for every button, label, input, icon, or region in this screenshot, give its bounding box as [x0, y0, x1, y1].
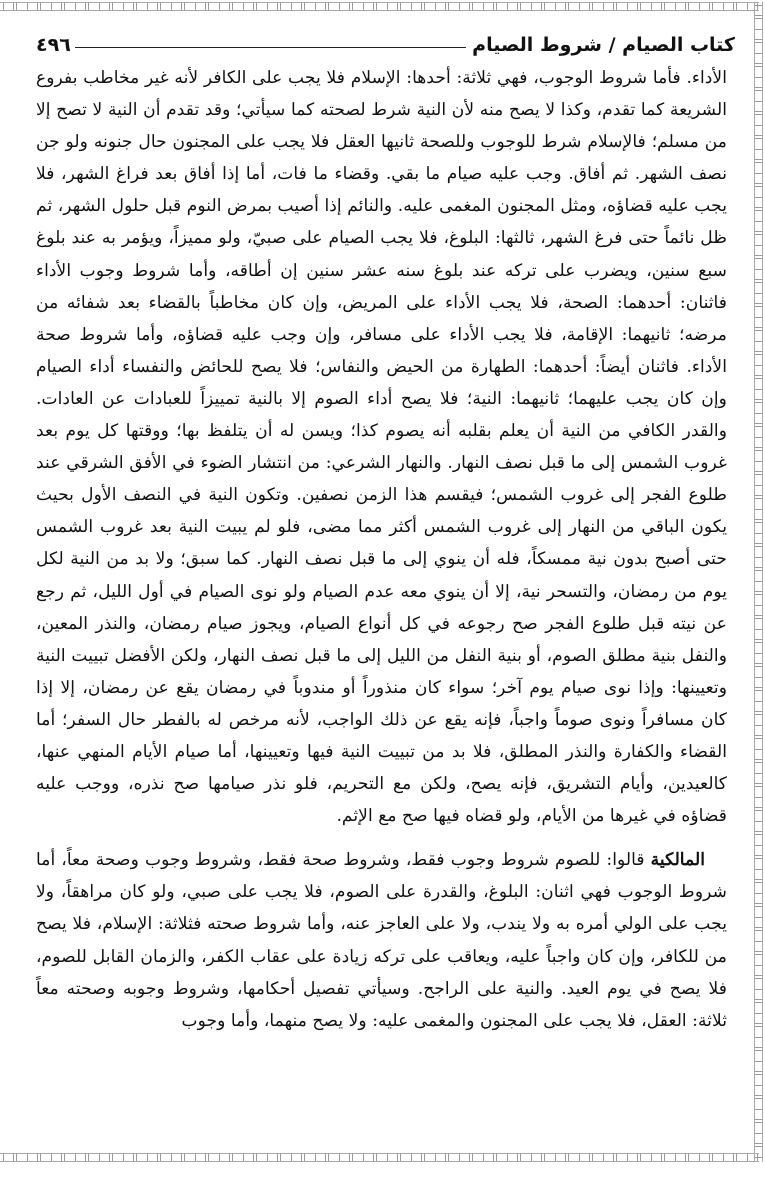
decorative-border-right [754, 2, 763, 1162]
paragraph-maliki [36, 844, 727, 1037]
running-title: كتاب الصيام / شروط الصيام [472, 34, 735, 56]
decorative-border-top [0, 2, 759, 11]
running-header [36, 22, 735, 56]
madhhab-label: المالكية [650, 850, 705, 871]
paragraph-hanafi-continued: الأداء. فأما شروط الوجوب، فهي ثلاثة: أحدها: الإسلام فلا يجب على الكافر لأنه غير مخاطب بفروع الشريعة كما تقدم، وكذا لا يصح منه لأن النية شرط لصحته كما سيأتي؛ وقد تقدم أن النية لا تصح إلا من مسلم؛ فالإسلام شرط للوجوب وللصحة ثانيها العقل فلا يجب على المجنون حال جنونه ولو جن نصف الشهر. ثم أفاق. وجب عليه صيام ما بقي. وقضاء ما فات، أما إذا أفاق بعد فراغ الشهر، فلا يجب عليه قضاؤه، ومثل المجنون المغمى عليه. والنائم إذا أصيب بمرض النوم قبل حلول الشهر، ثم ظل نائماً حتى فرغ الشهر، ثالثها: البلوغ، فلا يجب الصيام على صبيّ، ولو مميزاً، ويؤمر به عند بلوغ سبع سنين، ويضرب على تركه عند بلوغ سنه عشر سنين إن أطاقه، وأما شروط وجوب الأداء فاثنان: أحدهما: الصحة، فلا يجب الأداء على المريض، وإن كان مخاطباً بالقضاء بعد شفائه من مرضه؛ ثانيهما: الإقامة، فلا يجب الأداء على مسافر، وإن وجب عليه قضاؤه، وأما شروط صحة الأداء. فاثنان أيضاً: أحدهما: الطهارة من الحيض والنفاس؛ فلا يصح للحائض والنفساء أداء الصيام وإن كان يجب عليهما؛ ثانيهما: النية؛ فلا يصح أداء الصوم إلا بالنية تمييزاً للعبادات عن العادات. والقدر الكافي من النية أن يعلم بقلبه أنه يصوم كذا؛ ويسن له أن يتلفظ بها؛ ووقتها كل يوم بعد غروب الشمس إلى ما قبل نصف النهار. والنهار الشرعي: من انتشار الضوء في الأفق الشرقي عند طلوع الفجر إلى غروب الشمس؛ فيقسم هذا الزمن نصفين. وتكون النية في النصف الأول بحيث يكون الباقي من النهار إلى غروب الشمس أكثر مما مضى، فلو لم يبيت النية بعد غروب الشمس حتى أصبح بدون نية ممسكاً، فله أن ينوي إلى ما قبل نصف النهار. كما سبق؛ ولا بد من النية لكل يوم من رمضان، والتسحر نية، إلا أن ينوي معه عدم الصيام ولو نوى الصيام في أول الليل، ثم رجع عن نيته قبل طلوع الفجر صح رجوعه في كل أنواع الصيام، ويجوز صيام رمضان، والنذر المعين، والنفل بنية مطلق الصوم، أو بنية النفل من الليل إلى ما قبل نصف النهار، ولكن الأفضل تبييت النية وتعيينها: وإذا نوى صيام يوم آخر؛ سواء كان منذوراً أو مندوباً في رمضان يقع عن رمضان، إلا إذا كان مسافراً ونوى صوماً واجباً، فإنه يقع عن ذلك الواجب، لأنه مرخص له بالفطر حال السفر؛ أما القضاء والكفارة والنذر المطلق، فلا بد من تبييت النية فيها وتعيينها، أما صيام الأيام المنهي عنها، كالعيدين، وأيام التشريق، فإنه يصح، ولكن مع التحريم، فلو نذر صيامها صح نذره، ووجب عليه قضاؤه في غيرها من الأيام، ولو قضاه فيها صح مع الإثم. [36, 68, 727, 827]
paragraph-maliki-text: قالوا: للصوم شروط وجوب فقط، وشروط صحة فقط، وشروط وجوب وصحة معاً، أما شروط الوجوب فهي اثنان: البلوغ، والقدرة على الصوم، فلا يجب على صبي، ولو كان مراهقاً، ولا يجب على الولي أمره به ولا يندب، ولا على العاجز عنه، وأما شروط صحته فثلاثة: الإسلام، فلا يصح من للكافر، وإن كان واجباً عليه، ويعاقب على تركه زيادة على عقاب الكفر، والزمان القابل للصوم، فلا يصح في يوم العيد. والنية على الراجح. وسيأتي تفصيل أحكامها، وشروط وجوبه وصحته معاً ثلاثة: العقل، فلا يجب على المجنون والمغمى عليه: ولا يصح منهما، وأما وجوب [36, 850, 727, 1031]
decorative-border-bottom [0, 1153, 759, 1162]
page-number: ٤٩٦ [36, 34, 71, 56]
page-body [36, 62, 727, 1037]
header-rule [75, 47, 466, 48]
